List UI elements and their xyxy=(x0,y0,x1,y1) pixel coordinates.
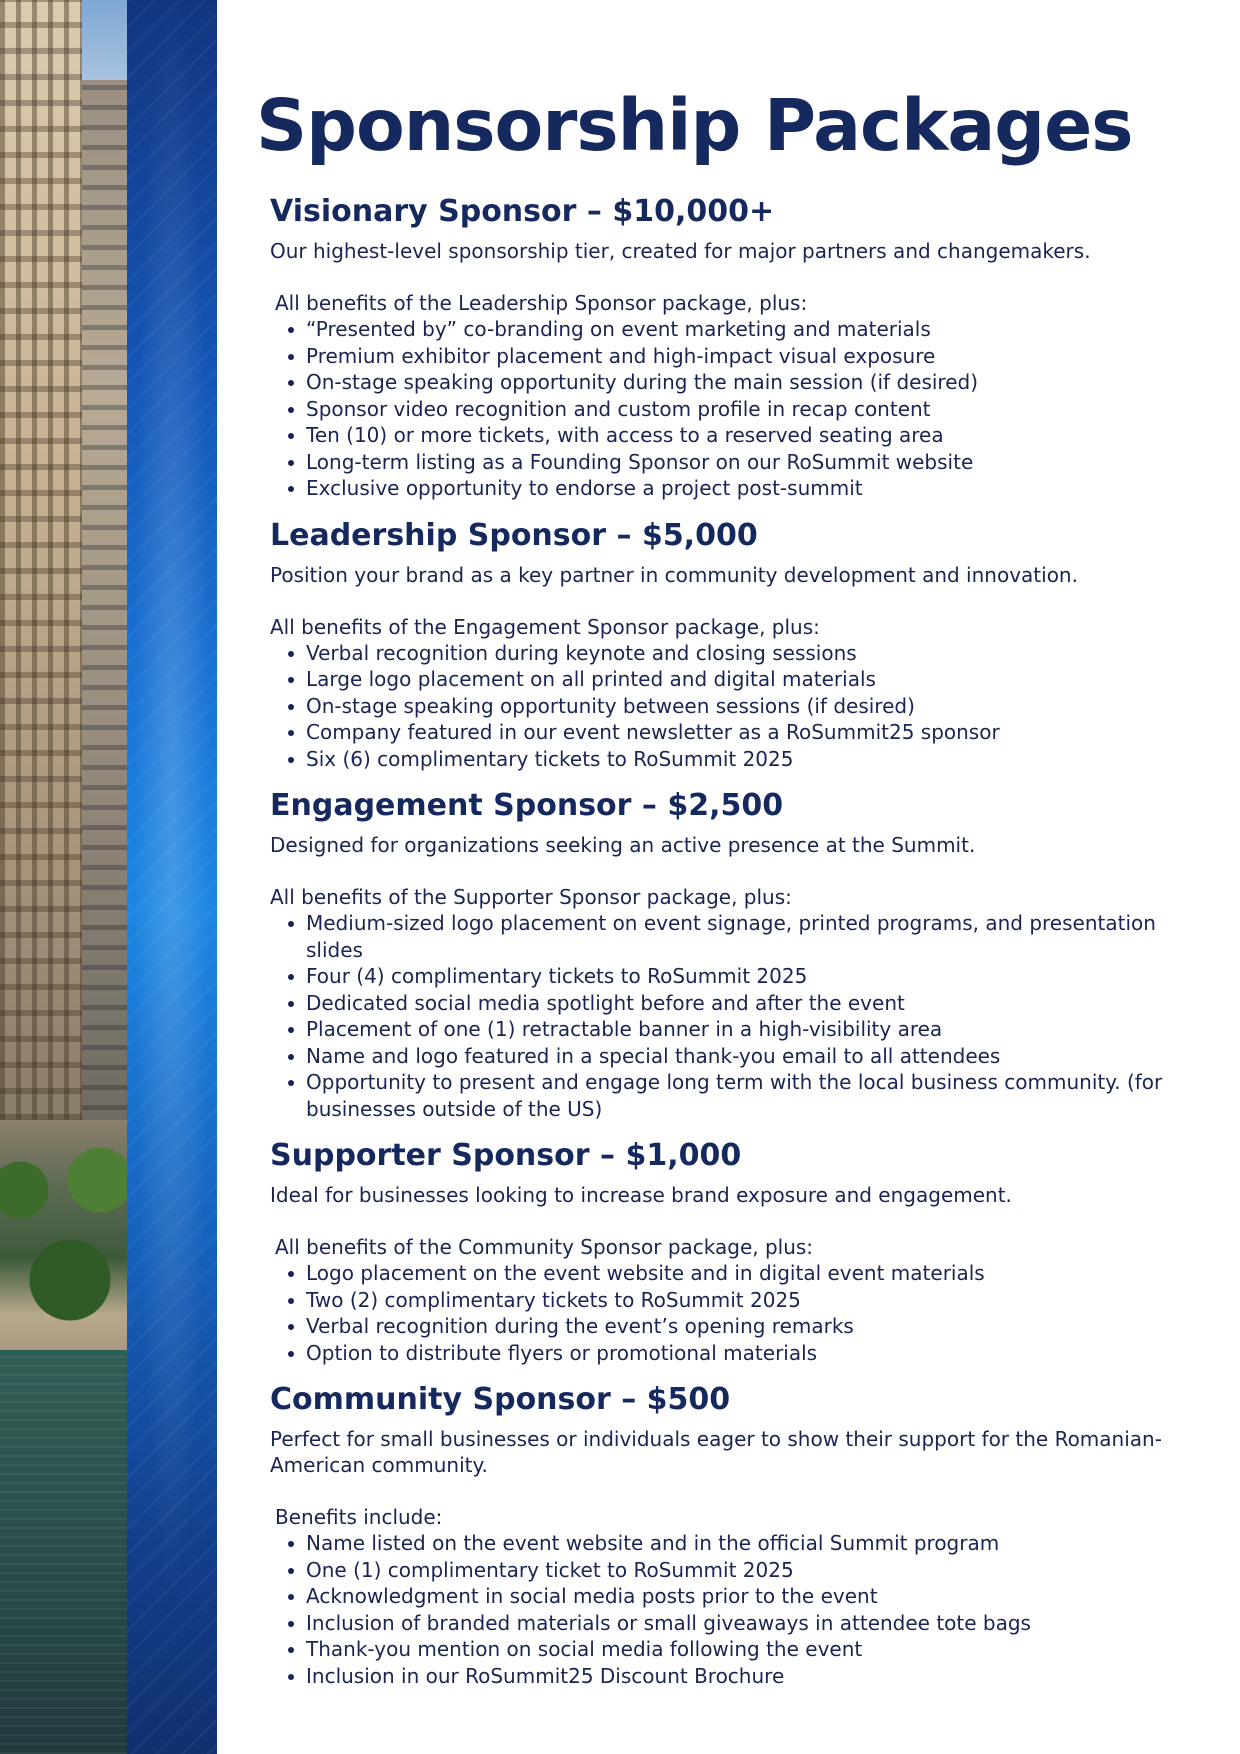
benefit-item: Thank-you mention on social media following the event xyxy=(306,1636,1216,1663)
benefit-item: Ten (10) or more tickets, with access to a reserved seating area xyxy=(306,422,1216,449)
benefit-item: Two (2) complimentary tickets to RoSummit 2025 xyxy=(306,1287,1216,1314)
riverwalk-trees xyxy=(0,1120,127,1350)
benefit-item: Six (6) complimentary tickets to RoSummit 2025 xyxy=(306,746,1216,773)
benefit-list xyxy=(270,640,1216,773)
benefit-item: Company featured in our event newsletter as a RoSummit25 sponsor xyxy=(306,719,1216,746)
benefit-item: Four (4) complimentary tickets to RoSummit 2025 xyxy=(306,963,1216,990)
benefit-item: Option to distribute flyers or promotional materials xyxy=(306,1340,1216,1367)
building-facade xyxy=(0,0,82,1120)
benefit-item: Logo placement on the event website and in digital event materials xyxy=(306,1260,1216,1287)
benefit-item: Long-term listing as a Founding Sponsor on our RoSummit website xyxy=(306,449,1216,476)
sky-area xyxy=(80,0,127,80)
tier-intro: Benefits include: xyxy=(275,1505,443,1529)
tier-description: Our highest-level sponsorship tier, created for major partners and changemakers. xyxy=(270,239,1091,263)
benefit-list xyxy=(270,1260,1216,1366)
benefit-item: Verbal recognition during keynote and closing sessions xyxy=(306,640,1216,667)
benefit-item: On-stage speaking opportunity between sessions (if desired) xyxy=(306,693,1216,720)
tier-intro: All benefits of the Engagement Sponsor package, plus: xyxy=(270,614,820,639)
tier-heading: Leadership Sponsor – $5,000 xyxy=(270,517,758,553)
benefit-item: Verbal recognition during the event’s opening remarks xyxy=(306,1313,1216,1340)
benefit-item: Premium exhibitor placement and high-impact visual exposure xyxy=(306,343,1216,370)
tier-heading: Visionary Sponsor – $10,000+ xyxy=(270,194,775,229)
city-photo-strip xyxy=(0,0,127,1754)
benefit-item: Name listed on the event website and in the official Summit program xyxy=(306,1530,1216,1557)
tier-description: Position your brand as a key partner in community development and innovation. xyxy=(270,562,1078,587)
benefit-item: “Presented by” co-branding on event marketing and materials xyxy=(306,316,1216,343)
tier-heading: Community Sponsor – $500 xyxy=(270,1382,731,1417)
tier-description: Ideal for businesses looking to increase brand exposure and engagement. xyxy=(270,1183,1012,1207)
benefit-item: Placement of one (1) retractable banner in a high-visibility area xyxy=(306,1016,1216,1043)
benefit-item: Inclusion of branded materials or small giveaways in attendee tote bags xyxy=(306,1610,1216,1637)
tier-intro: All benefits of the Community Sponsor package, plus: xyxy=(275,1235,814,1259)
benefit-item: Sponsor video recognition and custom profile in recap content xyxy=(306,396,1216,423)
benefit-item: One (1) complimentary ticket to RoSummit 2025 xyxy=(306,1557,1216,1584)
tier-intro: All benefits of the Supporter Sponsor package, plus: xyxy=(270,885,792,909)
building-facade-far xyxy=(82,80,127,1130)
benefit-item: Name and logo featured in a special thank-you email to all attendees xyxy=(306,1043,1216,1070)
benefit-list xyxy=(270,1530,1216,1689)
benefit-item: Acknowledgment in social media posts prior to the event xyxy=(306,1583,1216,1610)
tier-heading: Engagement Sponsor – $2,500 xyxy=(270,788,784,823)
tier-supporter xyxy=(270,1136,1216,1366)
benefit-item: Medium-sized logo placement on event signage, printed programs, and presentation slides xyxy=(306,910,1216,963)
benefit-item: Exclusive opportunity to endorse a project post-summit xyxy=(306,475,1216,502)
tier-heading: Supporter Sponsor – $1,000 xyxy=(270,1138,742,1173)
tier-engagement xyxy=(270,786,1216,1122)
tier-intro: All benefits of the Leadership Sponsor package, plus: xyxy=(275,291,808,315)
benefit-item: Opportunity to present and engage long term with the local business community. (for businesses outside of the US) xyxy=(306,1069,1216,1122)
blue-accent-band xyxy=(127,0,217,1754)
tier-description: Perfect for small businesses or individuals eager to show their support for the Romanian-American community. xyxy=(270,1427,1162,1477)
benefit-item: Inclusion in our RoSummit25 Discount Brochure xyxy=(306,1663,1216,1690)
benefit-item: Dedicated social media spotlight before and after the event xyxy=(306,990,1216,1017)
tier-description: Designed for organizations seeking an active presence at the Summit. xyxy=(270,833,976,857)
river-water xyxy=(0,1350,127,1754)
benefit-item: Large logo placement on all printed and digital materials xyxy=(306,666,1216,693)
page-title: Sponsorship Packages xyxy=(256,84,1133,167)
tier-leadership xyxy=(270,516,1216,773)
benefit-list xyxy=(270,316,1216,502)
tier-community xyxy=(270,1380,1216,1689)
tier-visionary xyxy=(270,192,1216,502)
benefit-item: On-stage speaking opportunity during the main session (if desired) xyxy=(306,369,1216,396)
main-content xyxy=(256,78,1216,1689)
benefit-list xyxy=(270,910,1216,1122)
